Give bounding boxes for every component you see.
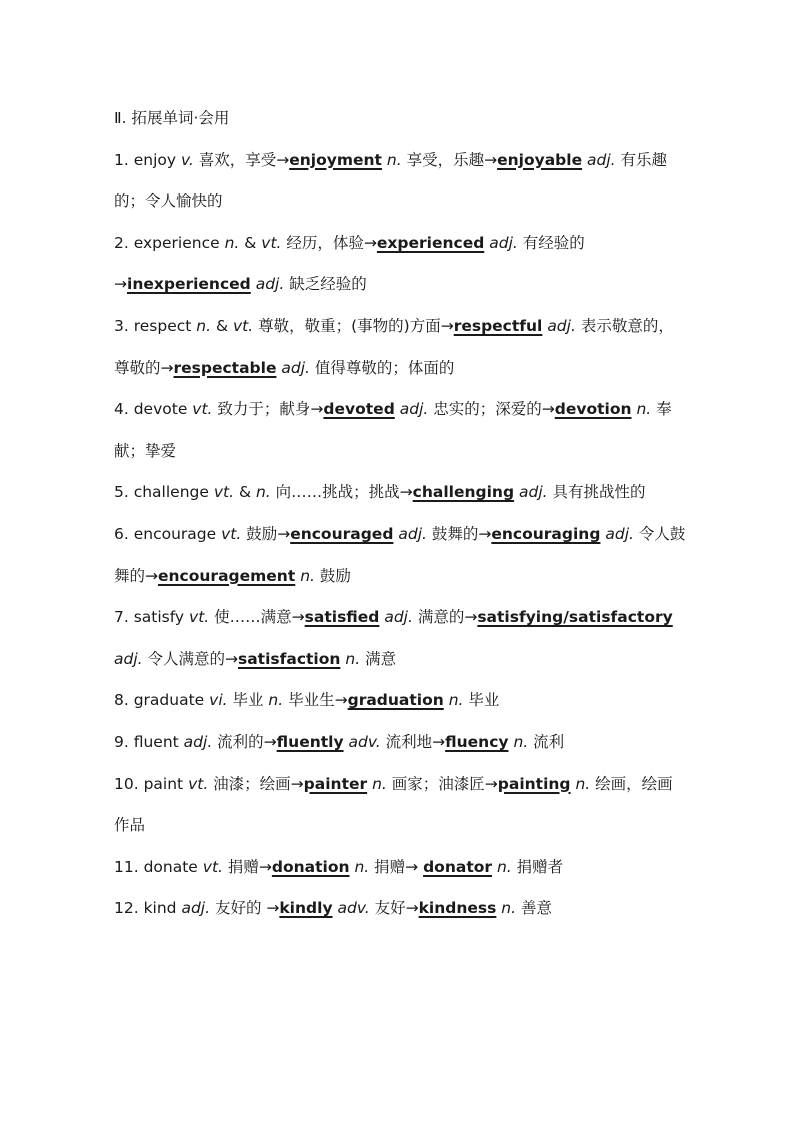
entry-text: 友好的 → <box>210 899 280 918</box>
section-heading: Ⅱ. 拓展单词·会用 <box>114 109 230 127</box>
answer-word: inexperienced <box>127 275 251 294</box>
part-of-speech: adv. <box>348 732 381 751</box>
entry-text: 致力于；献身→ <box>212 400 324 419</box>
entry-text: 8. graduate <box>114 691 210 710</box>
entry-text: 捐赠→ <box>369 857 424 876</box>
entry-text: 有乐趣的；令人愉快的 <box>114 150 668 211</box>
part-of-speech: v. <box>180 150 194 169</box>
part-of-speech: vt. <box>188 774 209 793</box>
answer-word: satisfying/satisfactory <box>477 608 673 627</box>
part-of-speech: adj. <box>547 316 576 335</box>
entry-text: 11. donate <box>114 857 203 876</box>
part-of-speech: adj. <box>181 899 211 918</box>
part-of-speech: vt. <box>221 524 242 543</box>
answer-word: respectful <box>453 316 543 335</box>
vocabulary-sheet <box>114 98 686 930</box>
part-of-speech: vt. <box>202 857 223 876</box>
answer-word: painter <box>303 774 368 793</box>
part-of-speech: adj. <box>183 732 213 751</box>
answer-word: satisfied <box>304 608 380 627</box>
entry-text: & <box>234 483 256 502</box>
entry-text: 鼓舞的→ <box>426 524 492 543</box>
vocab-entry <box>114 389 686 472</box>
entry-text: 善意 <box>516 899 552 918</box>
entry-text: 3. respect <box>114 316 197 335</box>
entry-text: & <box>239 233 262 252</box>
entry-text: 缺乏经验的 <box>284 275 367 294</box>
entry-list <box>114 140 686 930</box>
answer-word: fluency <box>445 732 509 751</box>
entry-text: 2. experience <box>114 233 225 252</box>
answer-word: painting <box>497 774 571 793</box>
entry-text: 画家；油漆匠→ <box>386 774 498 793</box>
entry-text: 有经验的 → <box>114 233 585 294</box>
answer-word: fluently <box>276 732 344 751</box>
vocab-entry <box>114 680 686 722</box>
part-of-speech: adj. <box>605 524 634 543</box>
entry-text: 具有挑战性的 <box>547 483 646 502</box>
part-of-speech: n. <box>501 899 517 918</box>
vocab-entry <box>114 514 686 597</box>
vocab-entry <box>114 472 686 514</box>
part-of-speech: adj. <box>398 524 427 543</box>
part-of-speech: n. <box>255 483 271 502</box>
entry-text: 经历，体验→ <box>281 233 377 252</box>
answer-word: donator <box>423 857 493 876</box>
part-of-speech: n. <box>196 316 212 335</box>
answer-word: satisfaction <box>238 649 341 668</box>
part-of-speech: n. <box>386 150 402 169</box>
part-of-speech: n. <box>496 857 512 876</box>
part-of-speech: n. <box>300 566 315 585</box>
entry-text: & <box>211 316 233 335</box>
entry-text: 奉献；挚爱 <box>114 400 672 460</box>
answer-word: graduation <box>347 691 444 710</box>
part-of-speech: vt. <box>213 483 235 502</box>
part-of-speech: n. <box>575 774 591 793</box>
entry-text: 绘画，绘画作品 <box>114 774 673 835</box>
entry-text: 5. challenge <box>114 483 214 502</box>
part-of-speech: n. <box>345 649 361 668</box>
answer-word: enjoyment <box>289 150 382 169</box>
entry-text: 忠实的；深爱的→ <box>428 400 555 419</box>
entry-text: 捐赠→ <box>222 857 272 876</box>
entry-text: 9. fluent <box>114 732 184 751</box>
answer-word: challenging <box>412 483 515 502</box>
part-of-speech: vt. <box>192 400 213 419</box>
entry-text: 令人满意的→ <box>142 649 238 668</box>
entry-text: 流利 <box>528 732 565 751</box>
part-of-speech: adj. <box>519 483 548 502</box>
entry-text: 使……满意→ <box>209 608 305 627</box>
answer-word: encouraged <box>290 524 394 543</box>
entry-text: 毕业 <box>227 691 269 710</box>
part-of-speech: vt. <box>189 608 210 627</box>
entry-text: 捐赠者 <box>511 857 564 876</box>
entry-text: 流利的→ <box>212 732 277 751</box>
part-of-speech: n. <box>354 857 370 876</box>
part-of-speech: n. <box>513 732 529 751</box>
part-of-speech: adj. <box>587 150 616 169</box>
entry-text: 毕业生→ <box>283 691 348 710</box>
part-of-speech: adj. <box>489 233 518 252</box>
vocab-entry <box>114 597 686 680</box>
entry-text: 享受，乐趣→ <box>401 150 498 169</box>
entry-text: 油漆；绘画→ <box>208 774 304 793</box>
entry-text: 满意的→ <box>412 608 478 627</box>
part-of-speech: n. <box>448 691 464 710</box>
answer-word: experienced <box>376 233 485 252</box>
entry-text: 令人鼓舞的→ <box>114 524 686 585</box>
entry-text: 7. satisfy <box>114 608 190 627</box>
entry-text: 尊敬，敬重；(事物的)方面→ <box>253 316 454 335</box>
entry-text: 喜欢，享受→ <box>193 150 290 169</box>
answer-word: kindness <box>418 899 497 918</box>
entry-text: 12. kind <box>114 899 182 918</box>
part-of-speech: adv. <box>337 899 370 918</box>
part-of-speech: adj. <box>114 649 143 668</box>
vocab-entry <box>114 140 686 223</box>
entry-text: 4. devote <box>114 400 193 419</box>
answer-word: devotion <box>554 400 632 419</box>
part-of-speech: vt. <box>261 233 282 252</box>
entry-text: 鼓励→ <box>241 524 291 543</box>
vocab-entry <box>114 764 686 847</box>
entry-text: 10. paint <box>114 774 189 793</box>
vocab-entry <box>114 306 686 389</box>
entry-text: 满意 <box>360 649 397 668</box>
part-of-speech: adj. <box>384 608 413 627</box>
part-of-speech: adj. <box>255 275 285 294</box>
entry-text: 向……挑战；挑战→ <box>270 483 413 502</box>
entry-text: 表示敬意的，尊敬的→ <box>114 316 674 377</box>
part-of-speech: n. <box>268 691 284 710</box>
answer-word: donation <box>271 857 350 876</box>
part-of-speech: adj. <box>281 358 310 377</box>
answer-word: kindly <box>279 899 333 918</box>
vocab-entry <box>114 888 686 930</box>
entry-text: 流利地→ <box>380 732 446 751</box>
entry-text: 毕业 <box>463 691 500 710</box>
vocab-entry <box>114 722 686 764</box>
entry-text: 鼓励 <box>314 566 351 585</box>
entry-text: 6. encourage <box>114 524 222 543</box>
part-of-speech: adj. <box>399 400 429 419</box>
answer-word: encouraging <box>491 524 601 543</box>
vocab-entry <box>114 223 686 306</box>
part-of-speech: n. <box>224 233 240 252</box>
answer-word: enjoyable <box>497 150 583 169</box>
part-of-speech: vt. <box>232 316 254 335</box>
entry-text: 友好→ <box>369 899 419 918</box>
entry-text: 值得尊敬的；体面的 <box>309 358 455 377</box>
part-of-speech: n. <box>636 400 652 419</box>
answer-word: devoted <box>323 400 395 419</box>
vocab-entry <box>114 847 686 889</box>
part-of-speech: vi. <box>209 691 228 710</box>
part-of-speech: n. <box>372 774 387 793</box>
answer-word: respectable <box>173 358 277 377</box>
entry-text: 1. enjoy <box>114 150 181 169</box>
answer-word: encouragement <box>158 566 296 585</box>
